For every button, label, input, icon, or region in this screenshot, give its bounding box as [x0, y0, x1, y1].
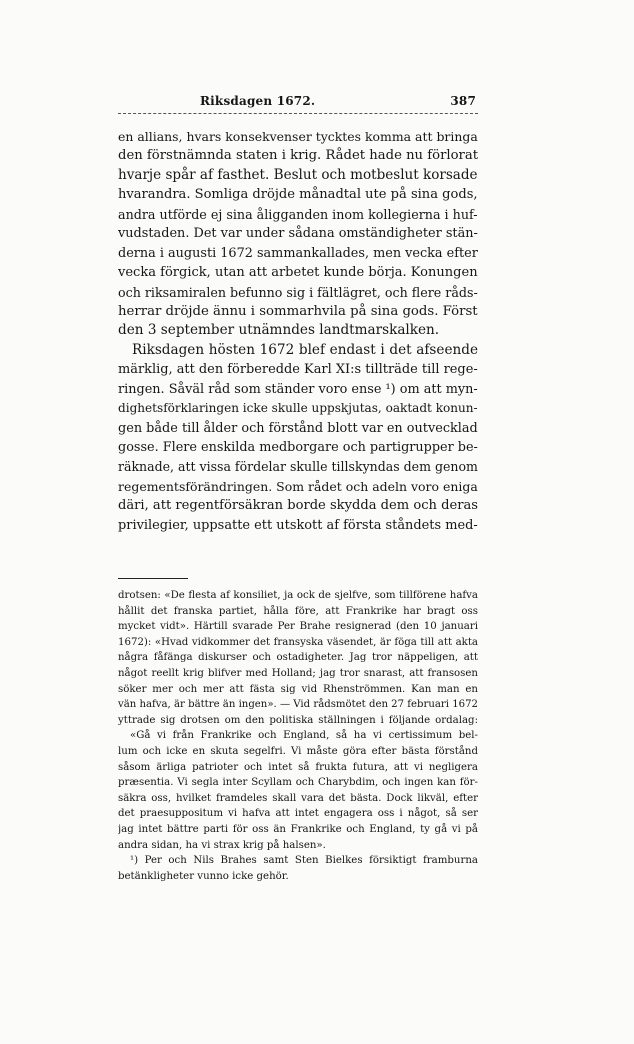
text-line: regementsförändringen. Som rådet och adeln voro eniga — [118, 478, 478, 494]
footnote-line: betänkligheter vunno icke gehör. — [118, 870, 289, 882]
footnote-line: præsentia. Vi segla inter Scyllam och Charybdim, och ingen kan för- — [118, 777, 478, 789]
footnote-line: 1672): «Hvad vidkommer det fransyska väsendet, är föga till att akta — [118, 636, 478, 648]
text-line: gen både till ålder och förstånd blott var en outvecklad — [118, 420, 478, 436]
text-line: privilegier, uppsatte ett utskott af första ståndets med- — [118, 517, 478, 533]
footnote-line: lum och icke en skuta segelfri. Vi måste göra efter bästa förstånd — [118, 745, 478, 757]
text-line: den 3 september utnämndes landtmarskalken. — [118, 322, 440, 339]
main-text — [118, 127, 478, 535]
footnote-line: något reellt krig blifver med Holland; jag tror snarast, att fransosen — [118, 667, 478, 679]
text-line: och riksamiralen befunno sig i fältlägret, och flere råds- — [118, 284, 478, 300]
text-line: derna i augusti 1672 sammankallades, men vecka efter — [118, 245, 478, 261]
footnote-line: drotsen: «De flesta af konsiliet, ja ock de sjelfve, som tillförene hafva — [118, 590, 478, 601]
footnote-line: hållit det franska partiet, hålla före, att Frankrike har bragt oss — [118, 605, 478, 617]
footnote-rule — [118, 578, 188, 579]
text-line: den förstnämnda staten i krig. Rådet hade nu förlorat — [118, 148, 478, 164]
footnote-line: jag intet bättre parti för oss än Frankrike och England, ty gå vi på — [118, 823, 478, 835]
text-line: en allians, hvars konsekvenser tycktes komma att bringa — [118, 129, 478, 144]
page-number: 387 — [450, 94, 476, 108]
footnote-line: några fåfänga diskurser och ostadigheter. Jag tror näppeligen, att — [118, 652, 478, 664]
text-line: ringen. Såväl råd som ständer voro ense ¹) om att myn- — [118, 381, 478, 397]
running-head — [118, 94, 478, 112]
footnote-line: mycket vidt». Härtill svarade Per Brahe resignerad (den 10 januari — [118, 621, 478, 633]
running-head-title: Riksdagen 1672. — [200, 94, 316, 108]
footnote-line: säkra oss, hvilket framdeles skall vara det bästa. Dock likväl, efter — [118, 792, 478, 804]
text-line: gosse. Flere enskilda medborgare och partigrupper be- — [118, 440, 478, 455]
footnotes — [118, 588, 478, 884]
text-line: hvarandra. Somliga dröjde månadtal ute på sina gods, — [118, 187, 478, 203]
text-line: däri, att regentförsäkran borde skydda dem och deras — [118, 498, 478, 514]
text-line: räknade, att vissa fördelar skulle tillskyndas dem genom — [118, 459, 478, 475]
text-line: Riksdagen hösten 1672 blef endast i det afseende — [132, 341, 478, 358]
footnote-line: «Gå vi från Frankrike och England, så ha vi certissimum bel- — [130, 730, 478, 742]
text-line: vecka förgick, utan att arbetet kunde börja. Konungen — [118, 265, 478, 281]
footnote-line: såsom ärliga patrioter och intet så frukta futura, att vi negligera — [118, 761, 478, 773]
footnote-line: det praesuppositum vi hafva att intet engagera oss i något, så ser — [118, 808, 478, 820]
text-line: hvarje spår af fasthet. Beslut och motbeslut korsade — [118, 166, 478, 183]
footnote-line: vän hafva, är bättre än ingen». — Vid rådsmötet den 27 februari 1672 — [118, 699, 478, 711]
text-line: dighetsförklaringen icke skulle uppskjutas, oaktadt konun- — [118, 401, 478, 416]
text-line: märklig, att den förberedde Karl XI:s tillträde till rege- — [118, 362, 478, 378]
text-line: vudstaden. Det var under sådana omständigheter stän- — [118, 226, 478, 242]
header-rule — [118, 113, 478, 114]
footnote-line: yttrade sig drotsen om den politiska ställningen i följande ordalag: — [118, 714, 478, 726]
text-line: andra utförde ej sina åligganden inom kollegierna i huf- — [118, 206, 478, 222]
footnote-line: andra sidan, ha vi strax krig på halsen». — [118, 839, 326, 851]
footnote-line: ¹) Per och Nils Brahes samt Sten Bielkes försiktigt framburna — [130, 855, 478, 867]
text-line: herrar dröjde ännu i sommarhvila på sina gods. Först — [118, 303, 478, 319]
footnote-line: söker mer och mer att fästa sig vid Rhenströmmen. Kan man en — [118, 683, 478, 695]
